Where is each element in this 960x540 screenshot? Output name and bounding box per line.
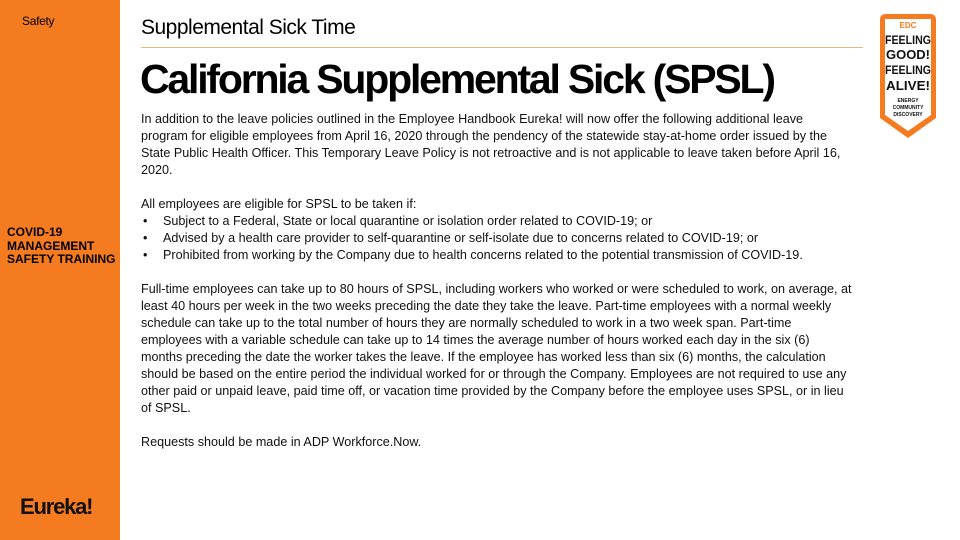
sidebar <box>0 0 120 540</box>
list-item-text: Advised by a health care provider to self-quarantine or self-isolate due to concerns related to COVID-19; or <box>163 231 759 245</box>
eligibility-lead: All employees are eligible for SPSL to be taken if: <box>141 197 417 211</box>
eureka-logo: Eureka! <box>20 494 93 519</box>
sidebar-category: Safety <box>22 14 55 28</box>
list-item <box>141 213 853 230</box>
bullet-icon: • <box>143 231 148 245</box>
badge-sub1: ENERGY <box>897 98 919 104</box>
badge-line3: FEELING <box>885 65 932 77</box>
list-item <box>141 247 853 264</box>
title-divider <box>141 47 863 48</box>
intro-paragraph: In addition to the leave policies outlined in the Employee Handbook Eureka! will now offer the following additional leave program for eligible employees from April 16, 2020 through the pendency of the statewide stay-at-home order issued by the State Public Health Officer. This Temporary Leave Policy is not retroactive and is not applicable to leave taken before April 16, 2020. <box>141 112 841 177</box>
policy-body <box>141 111 853 468</box>
badge-sub3: DISCOVERY <box>893 112 923 118</box>
bullet-icon: • <box>143 214 148 228</box>
list-item-text: Subject to a Federal, State or local quarantine or isolation order related to COVID-19; or <box>163 214 653 228</box>
feeling-good-badge <box>880 14 936 138</box>
requests-paragraph: Requests should be made in ADP Workforce.Now. <box>141 435 422 449</box>
list-item <box>141 230 853 247</box>
page-title: California Supplemental Sick (SPSL) <box>140 56 774 102</box>
badge-line1: FEELING <box>885 35 932 47</box>
badge-mark: EDC <box>899 21 917 30</box>
eligibility-list <box>141 213 853 264</box>
hours-paragraph: Full-time employees can take up to 80 hours of SPSL, including workers who worked or were scheduled to work, on average, at least 40 hours per week in the two weeks preceding the date they take the leave. Part-time employees with a normal weekly schedule can take up to the total number of hours they are normally scheduled to work in a two week span. Part-time employees with a variable schedule can take up to 14 times the average number of hours worked each day in the six (6) months preceding the date the worker takes the leave. If the employee has worked less than six (6) months, the calculation should be based on the entire period the individual worked for or through the Company. Employees are not required to use any other paid or unpaid leave, paid time off, or vacation time provided by the Company before the employee uses SPSL, or in lieu of SPSL. <box>141 282 852 415</box>
section-title: Supplemental Sick Time <box>141 16 356 39</box>
badge-sub2: COMMUNITY <box>892 105 924 111</box>
list-item-text: Prohibited from working by the Company due to health concerns related to the potential transmission of COVID-19. <box>163 248 803 262</box>
course-title: COVID-19 MANAGEMENT SAFETY TRAINING <box>7 225 116 266</box>
bullet-icon: • <box>143 248 148 262</box>
badge-line4: ALIVE! <box>886 78 930 93</box>
badge-line2: GOOD! <box>886 47 930 62</box>
badge-shape <box>880 14 936 138</box>
